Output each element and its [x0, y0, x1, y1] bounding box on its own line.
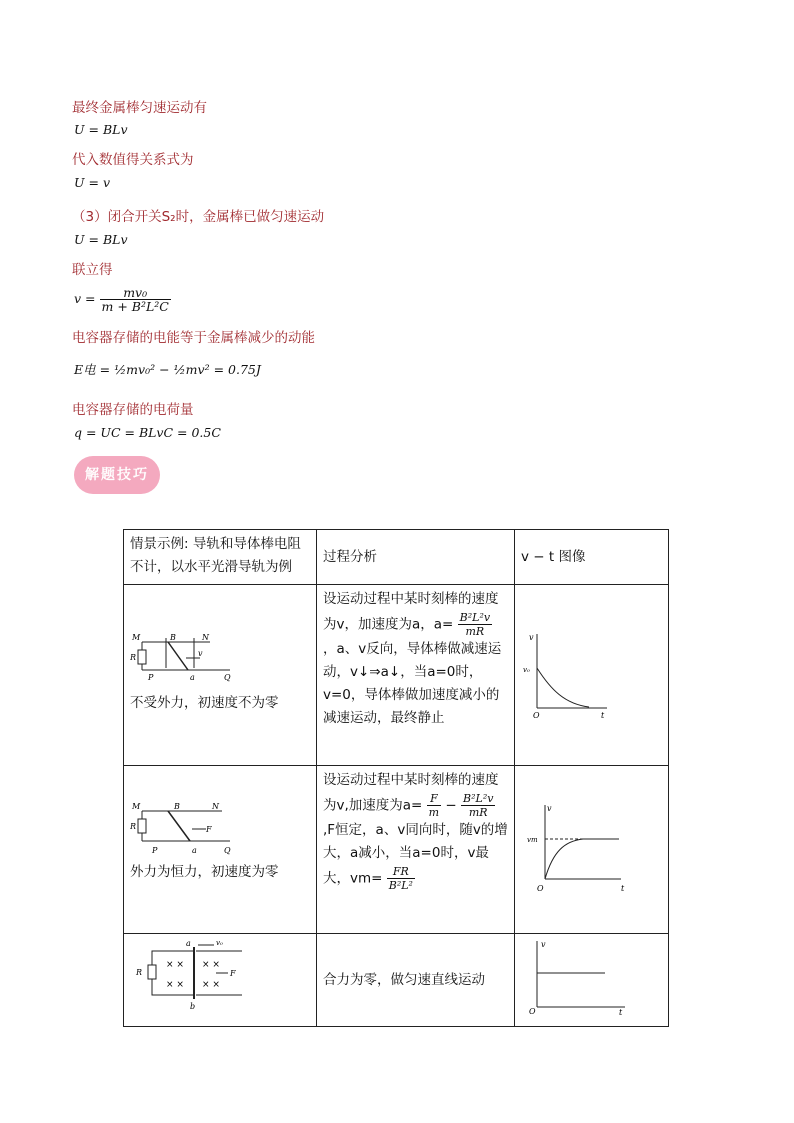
summary-table: [123, 529, 669, 1027]
resistor: [138, 650, 146, 664]
graph-v0-label: v₀: [523, 666, 530, 674]
label-q: Q: [224, 673, 231, 682]
table-row: [124, 766, 669, 934]
equation-energy: [74, 360, 261, 378]
analysis-2a: 设运动过程中某时刻棒的速度为v,加速度为a=: [323, 772, 499, 814]
acc-den-1: mR: [465, 625, 485, 638]
field-diagram-3: [130, 937, 260, 1013]
label-m: M: [132, 802, 141, 811]
analysis-cell: [317, 585, 515, 766]
text-line-5: 电容器存储的电能等于金属棒减少的动能: [72, 330, 315, 346]
velocity-fraction: [100, 286, 171, 313]
scenario-text-1: 不受外力，初速度不为零: [130, 695, 279, 711]
equation-3: U = BLv: [74, 232, 128, 247]
table-row: [124, 585, 669, 766]
analysis-cell: [317, 766, 515, 934]
drag-num: B²L²v: [463, 792, 494, 805]
force-fraction: [427, 792, 441, 819]
text-line-6: 电容器存储的电荷量: [72, 402, 194, 418]
vmax-num: FR: [387, 865, 415, 879]
label-f: F: [206, 825, 212, 834]
force-num: F: [427, 792, 441, 806]
graph-origin: O: [537, 884, 544, 893]
label-f: F: [230, 969, 236, 978]
header-graph: v − t 图像: [515, 530, 669, 585]
header-scenario: 情景示例: 导轨和导体棒电阻不计，以水平光滑导轨为例: [124, 530, 317, 585]
label-a: a: [186, 939, 191, 948]
vt-graph-3: [521, 937, 631, 1015]
decay-curve: [537, 668, 589, 707]
velocity-denominator: m + B²L²C: [101, 299, 169, 314]
graph-vm-label: vm: [527, 836, 538, 844]
label-r: R: [136, 968, 143, 977]
label-q: Q: [224, 846, 231, 855]
graph-v-label: v: [541, 940, 546, 949]
field-x: × ×: [166, 980, 184, 990]
label-r: R: [130, 822, 137, 831]
minus-sign: −: [445, 797, 457, 814]
label-b: B: [174, 802, 180, 811]
table-row: [124, 934, 669, 1027]
acc-num-1: B²L²v: [459, 611, 491, 624]
header-analysis: 过程分析: [317, 530, 515, 585]
tips-badge: 解题技巧: [74, 456, 160, 494]
graph-v-label: v: [547, 804, 552, 813]
vmax-den: B²L²: [388, 879, 413, 892]
label-r: R: [130, 653, 137, 662]
label-p: P: [148, 673, 154, 682]
force-den: m: [428, 806, 440, 819]
acc-fraction-1: [458, 611, 492, 638]
equation-velocity: [74, 286, 171, 313]
vmax-fraction: [387, 865, 415, 892]
drag-den: mR: [468, 806, 488, 819]
scenario-text-2: 外力为恒力，初速度为零: [130, 864, 279, 880]
rail-diagram-2: [130, 799, 240, 863]
label-p: P: [152, 846, 158, 855]
graph-t-label: t: [621, 884, 625, 893]
label-a: a: [190, 673, 195, 682]
equation-1: U = BLv: [74, 122, 128, 137]
field-x: × ×: [202, 980, 220, 990]
rod: [168, 642, 188, 670]
label-n: N: [202, 633, 209, 642]
energy-rest: − ½mv² = 0.75J: [159, 362, 261, 377]
resistor: [148, 965, 156, 979]
text-line-3: （3）闭合开关S₂时，金属棒已做匀速运动: [72, 209, 325, 225]
equation-charge: q = UC = BLvC = 0.5C: [74, 425, 221, 440]
equation-velocity-lhs: v =: [74, 291, 96, 306]
resistor: [138, 819, 146, 833]
rail-diagram-1: [130, 628, 240, 698]
velocity-numerator: mv₀: [100, 286, 171, 300]
graph-t-label: t: [619, 1008, 623, 1015]
label-v: v: [198, 649, 203, 658]
graph-origin: O: [533, 711, 540, 718]
graph-origin: O: [529, 1007, 536, 1015]
label-b: b: [190, 1002, 196, 1011]
graph-cell: [515, 766, 669, 934]
analysis-3: 合力为零，做匀速直线运动: [323, 971, 485, 988]
label-m: M: [132, 633, 141, 642]
label-b: B: [170, 633, 176, 642]
label-n: N: [212, 802, 219, 811]
analysis-cell: [317, 934, 515, 1027]
text-line-2: 代入数值得关系式为: [72, 152, 194, 168]
text-line-1: 最终金属棒匀速运动有: [72, 100, 207, 116]
vt-graph-2: [521, 799, 631, 895]
text-line-4: 联立得: [72, 262, 113, 278]
scenario-cell: [124, 934, 317, 1027]
label-a: a: [192, 846, 197, 855]
energy-lhs: E电 =: [74, 362, 111, 377]
scenario-cell: [124, 766, 317, 934]
field-x: × ×: [202, 960, 220, 970]
equation-2: U = v: [74, 175, 111, 190]
analysis-1b: ，a、v反向，导体棒做减速运动，v↓⇒a↓，当a=0时，v=0，导体棒做加速度减小的减速运动，最终静止: [323, 641, 502, 726]
rise-curve: [545, 839, 619, 879]
graph-t-label: t: [601, 711, 605, 718]
vt-graph-1: [521, 628, 611, 718]
drag-fraction: [461, 792, 495, 819]
analysis-1a: 设运动过程中某时刻棒的速度为v，加速度为a，a=: [323, 591, 499, 633]
field-x: × ×: [166, 960, 184, 970]
scenario-cell: [124, 585, 317, 766]
rod: [168, 811, 190, 841]
graph-cell: [515, 585, 669, 766]
analysis-2b: ,F恒定，a、v同向时，随v的增大，a减小，当a=0时，v最大，vm=: [323, 822, 508, 887]
label-v0: v₀: [216, 939, 223, 947]
energy-term-a: ½mv₀²: [114, 362, 156, 377]
graph-cell: [515, 934, 669, 1027]
graph-v-label: v: [529, 633, 534, 642]
table-header-row: [124, 530, 669, 585]
